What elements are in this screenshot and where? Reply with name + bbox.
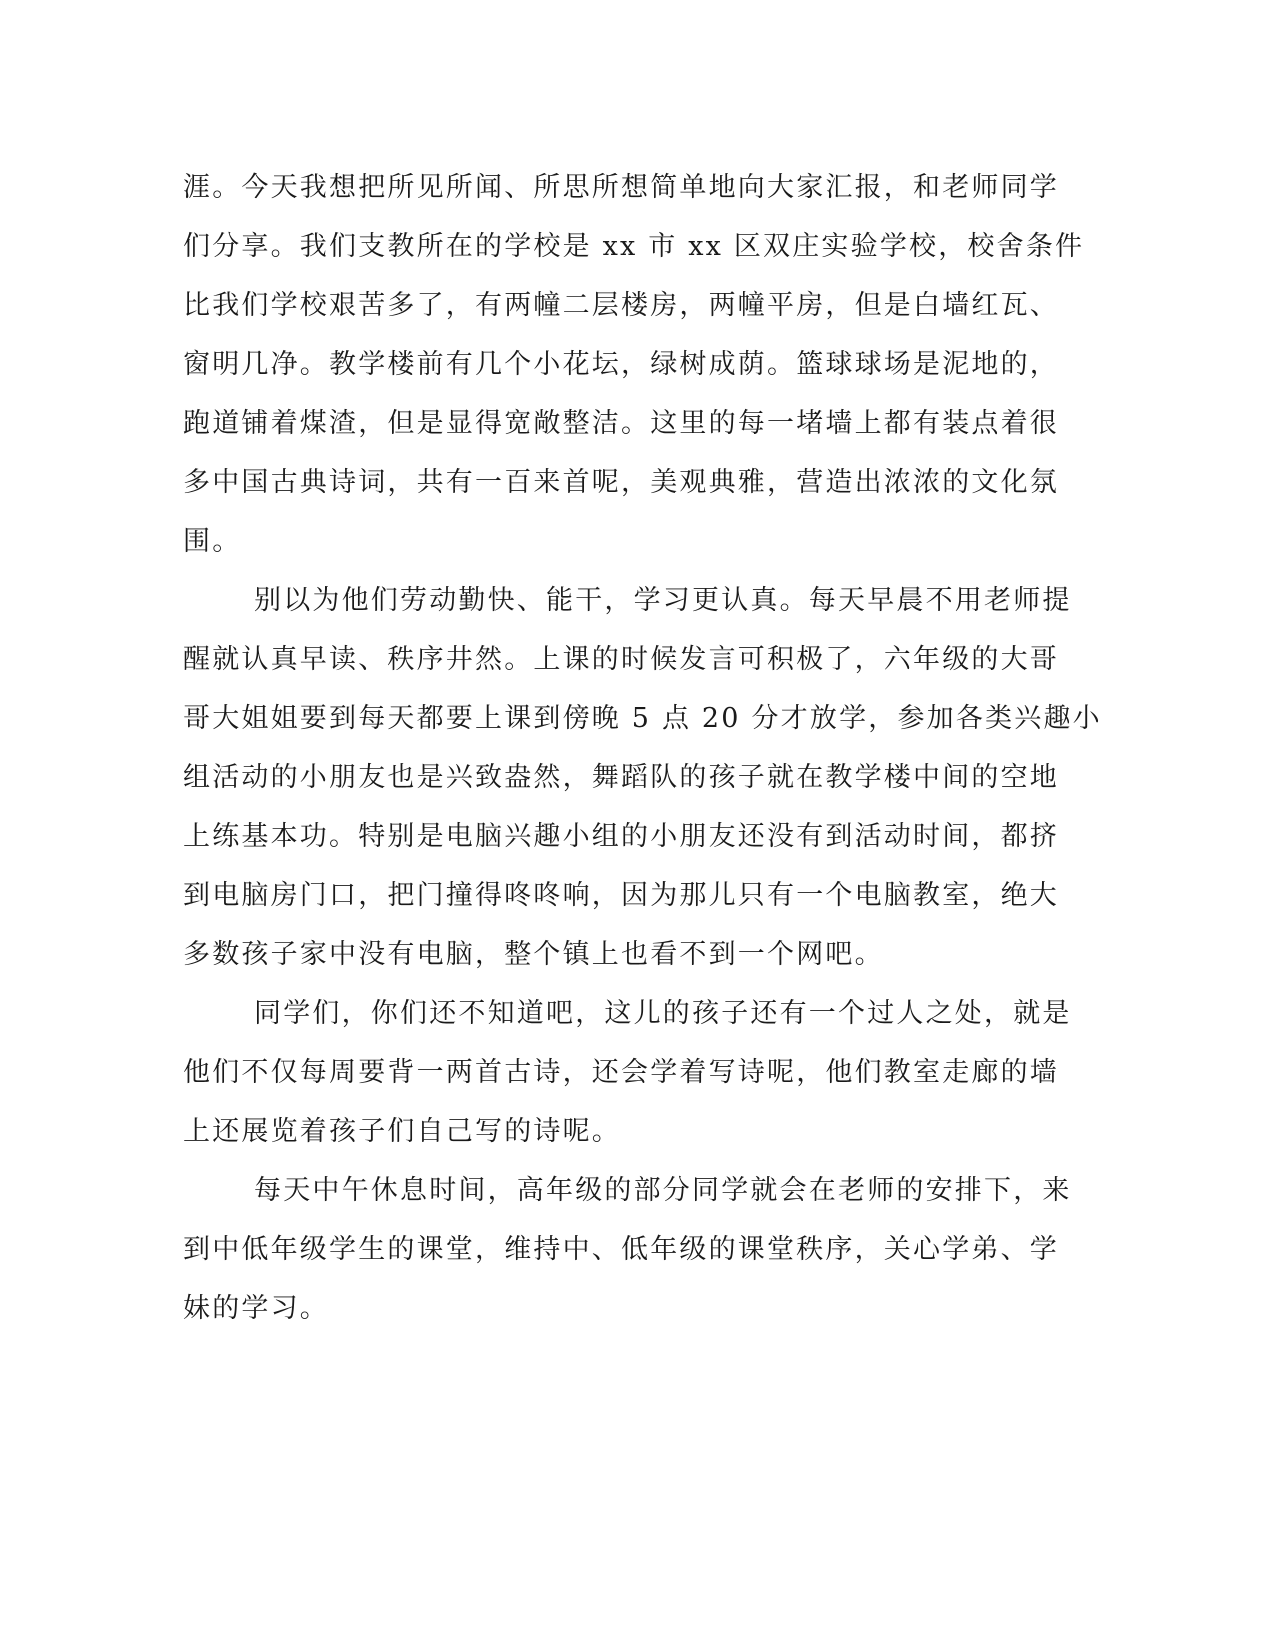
text-line: 比我们学校艰苦多了，有两幢二层楼房，两幢平房，但是白墙红瓦、	[183, 290, 1059, 321]
paragraph-1	[183, 158, 1085, 571]
text-line: 跑道铺着煤渣，但是显得宽敞整洁。这里的每一堵墙上都有装点着很	[183, 408, 1059, 439]
text-line: 上还展览着孩子们自己写的诗呢。	[183, 1116, 621, 1147]
text-line: 别以为他们劳动勤快、能干，学习更认真。每天早晨不用老师提	[254, 585, 1072, 616]
paragraph-2	[183, 571, 1102, 984]
text-line: 他们不仅每周要背一两首古诗，还会学着写诗呢，他们教室走廊的墙	[183, 1057, 1059, 1088]
paragraph-4	[183, 1161, 1072, 1338]
text-line: 围。	[183, 526, 242, 557]
text-line: 醒就认真早读、秩序井然。上课的时候发言可积极了，六年级的大哥	[183, 644, 1059, 675]
text-line: 到中低年级学生的课堂，维持中、低年级的课堂秩序，关心学弟、学	[183, 1234, 1059, 1265]
body-text	[183, 158, 1102, 1338]
text-line: 每天中午休息时间，高年级的部分同学就会在老师的安排下，来	[254, 1175, 1072, 1206]
text-line: 窗明几净。教学楼前有几个小花坛，绿树成荫。篮球球场是泥地的，	[183, 349, 1059, 380]
text-line: 组活动的小朋友也是兴致盎然，舞蹈队的孩子就在教学楼中间的空地	[183, 762, 1059, 793]
text-line: 妹的学习。	[183, 1293, 329, 1324]
paragraph-3	[183, 984, 1072, 1161]
text-line: 多数孩子家中没有电脑，整个镇上也看不到一个网吧。	[183, 939, 884, 970]
text-line: 到电脑房门口，把门撞得咚咚响，因为那儿只有一个电脑教室，绝大	[183, 880, 1059, 911]
text-line: 同学们，你们还不知道吧，这儿的孩子还有一个过人之处，就是	[254, 998, 1072, 1029]
text-line: 涯。今天我想把所见所闻、所思所想简单地向大家汇报，和老师同学	[183, 172, 1059, 203]
text-line: 上练基本功。特别是电脑兴趣小组的小朋友还没有到活动时间，都挤	[183, 821, 1059, 852]
text-line: 们分享。我们支教所在的学校是 xx 市 xx 区双庄实验学校，校舍条件	[183, 231, 1085, 262]
text-line: 哥大姐姐要到每天都要上课到傍晚 5 点 20 分才放学，参加各类兴趣小	[183, 703, 1102, 734]
text-line: 多中国古典诗词，共有一百来首呢，美观典雅，营造出浓浓的文化氛	[183, 467, 1059, 498]
